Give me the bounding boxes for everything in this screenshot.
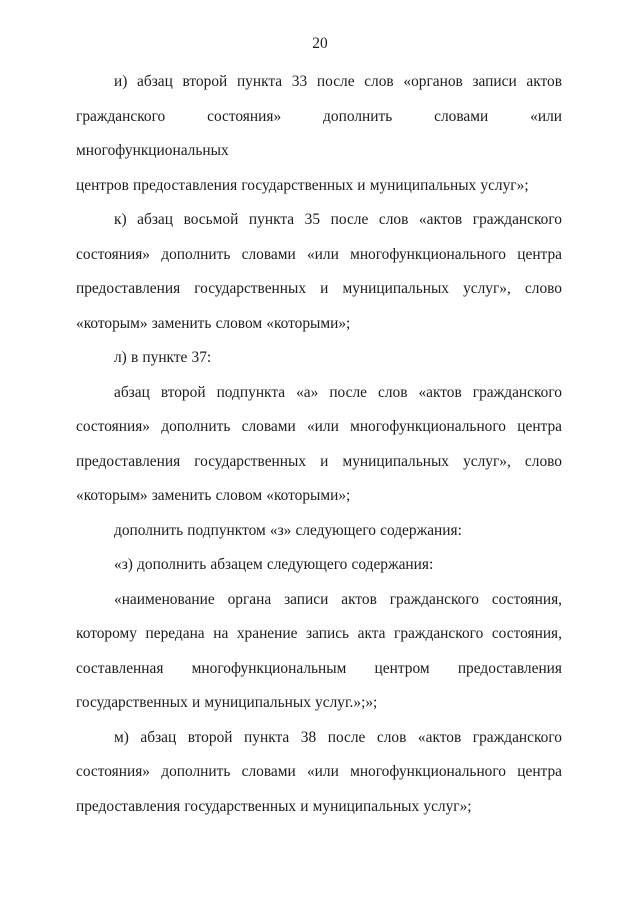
paragraph-subitem-a	[76, 376, 562, 514]
text-line: к) абзац восьмой пункта 35 после слов «актов гражданского	[114, 211, 562, 228]
text-line: «наименование органа записи актов гражданского состояния,	[114, 590, 562, 608]
text-line: состояния» дополнить словами «или многофункционального центра	[76, 245, 562, 263]
paragraph-item-l	[76, 341, 562, 376]
text-line: «з) дополнить абзацем следующего содержания:	[114, 556, 434, 573]
text-line: абзац второй подпункта «а» после слов «актов гражданского	[114, 383, 562, 401]
paragraph-quoted-text	[76, 583, 562, 721]
text-line: гражданского состояния» дополнить словами «или многофункциональных	[76, 107, 562, 159]
text-line: дополнить подпунктом «з» следующего содержания:	[114, 521, 462, 539]
document-body	[76, 65, 562, 824]
text-line: составленная многофункциональным центром предоставления	[76, 659, 562, 677]
text-line: которому передана на хранение запись акта гражданского состояния,	[76, 625, 562, 642]
text-line: предоставления государственных и муниципальных услуг»;	[76, 797, 472, 815]
text-line: л) в пункте 37:	[114, 349, 212, 366]
paragraph-item-k	[76, 203, 562, 341]
text-line: предоставления государственных и муниципальных услуг», слово	[76, 280, 562, 297]
page-number: 20	[312, 35, 328, 52]
text-line: «которым» заменить словом «которыми»;	[76, 487, 351, 504]
paragraph-subitem-z	[76, 548, 562, 583]
paragraph-item-m	[76, 721, 562, 825]
text-line: и) абзац второй пункта 33 после слов «органов записи актов	[114, 73, 562, 90]
paragraph-item-i	[76, 65, 562, 203]
text-line: «которым» заменить словом «которыми»;	[76, 314, 351, 332]
text-line: состояния» дополнить словами «или многофункционального центра	[76, 418, 562, 435]
text-line: государственных и муниципальных услуг.»;»;	[76, 694, 378, 711]
paragraph-add-subitem-z	[76, 514, 562, 549]
text-line: состояния» дополнить словами «или многофункционального центра	[76, 763, 562, 780]
text-line: центров предоставления государственных и муниципальных услуг»;	[76, 176, 529, 194]
text-line: предоставления государственных и муниципальных услуг», слово	[76, 452, 562, 470]
text-line: м) абзац второй пункта 38 после слов «актов гражданского	[114, 728, 562, 746]
